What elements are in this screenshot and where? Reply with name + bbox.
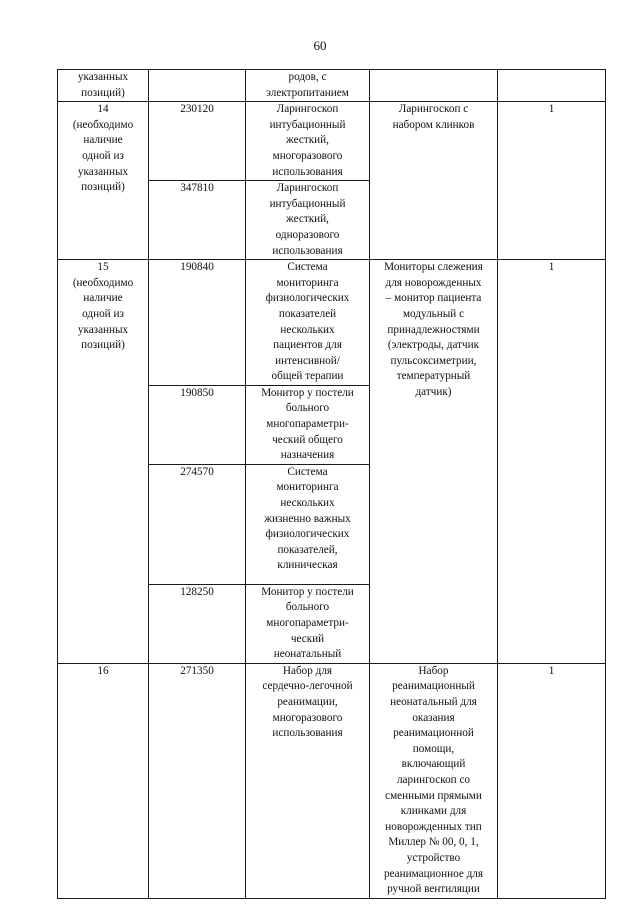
code-cell: 190840 xyxy=(149,260,246,386)
table-row-16 xyxy=(58,663,606,898)
code-cell: 190850 xyxy=(149,385,246,464)
code-cell: 230120 xyxy=(149,102,246,181)
equipment-cell xyxy=(370,70,498,102)
table-row-continuation xyxy=(58,70,606,102)
type-name-cell: Монитор у постели больного многопараметри- ческий неонатальный xyxy=(246,584,370,663)
code-cell: 128250 xyxy=(149,584,246,663)
table-row-15-a xyxy=(58,260,606,386)
quantity-cell-14: 1 xyxy=(498,102,606,260)
position-cell-14: 14 (необходимо наличие одной из указанных позиций) xyxy=(58,102,149,260)
quantity-cell-16: 1 xyxy=(498,663,606,898)
equipment-cell-14: Ларингоскоп с набором клинков xyxy=(370,102,498,260)
position-cell: указанных позиций) xyxy=(58,70,149,102)
equipment-cell-15: Мониторы слежения для новорожденных – монитор пациента модульный с принадлежностями (электроды, датчик пульсоксиметрии, температурный датчик) xyxy=(370,260,498,664)
type-name-cell: Система мониторинга нескольких жизненно важных физиологических показателей, клиническая xyxy=(246,464,370,584)
type-name-cell: Система мониторинга физиологических показателей нескольких пациентов для интенсивной/ общей терапии xyxy=(246,260,370,386)
type-name-cell: Ларингоскоп интубационный жесткий, одноразового использования xyxy=(246,181,370,260)
quantity-cell-15: 1 xyxy=(498,260,606,664)
position-cell-15: 15 (необходимо наличие одной из указанных позиций) xyxy=(58,260,149,664)
equipment-table xyxy=(57,69,606,899)
code-cell: 271350 xyxy=(149,663,246,898)
type-name-cell: Монитор у постели больного многопараметри- ческий общего назначения xyxy=(246,385,370,464)
equipment-cell-16: Набор реанимационный неонатальный для оказания реанимационной помощи, включающий ларингоскоп со сменными прямыми клинками для новорожденных тип Миллер № 00, 0, 1, устройство реанимационное для ручной вентиляции xyxy=(370,663,498,898)
position-cell-16: 16 xyxy=(58,663,149,898)
quantity-cell xyxy=(498,70,606,102)
table-row-14-a xyxy=(58,102,606,181)
page-number: 60 xyxy=(313,38,327,53)
code-cell xyxy=(149,70,246,102)
type-name-cell: Набор для сердечно-легочной реанимации, многоразового использования xyxy=(246,663,370,898)
type-name-cell: родов, с электропитанием xyxy=(246,70,370,102)
code-cell: 274570 xyxy=(149,464,246,584)
type-name-cell: Ларингоскоп интубационный жесткий, многоразового использования xyxy=(246,102,370,181)
code-cell: 347810 xyxy=(149,181,246,260)
